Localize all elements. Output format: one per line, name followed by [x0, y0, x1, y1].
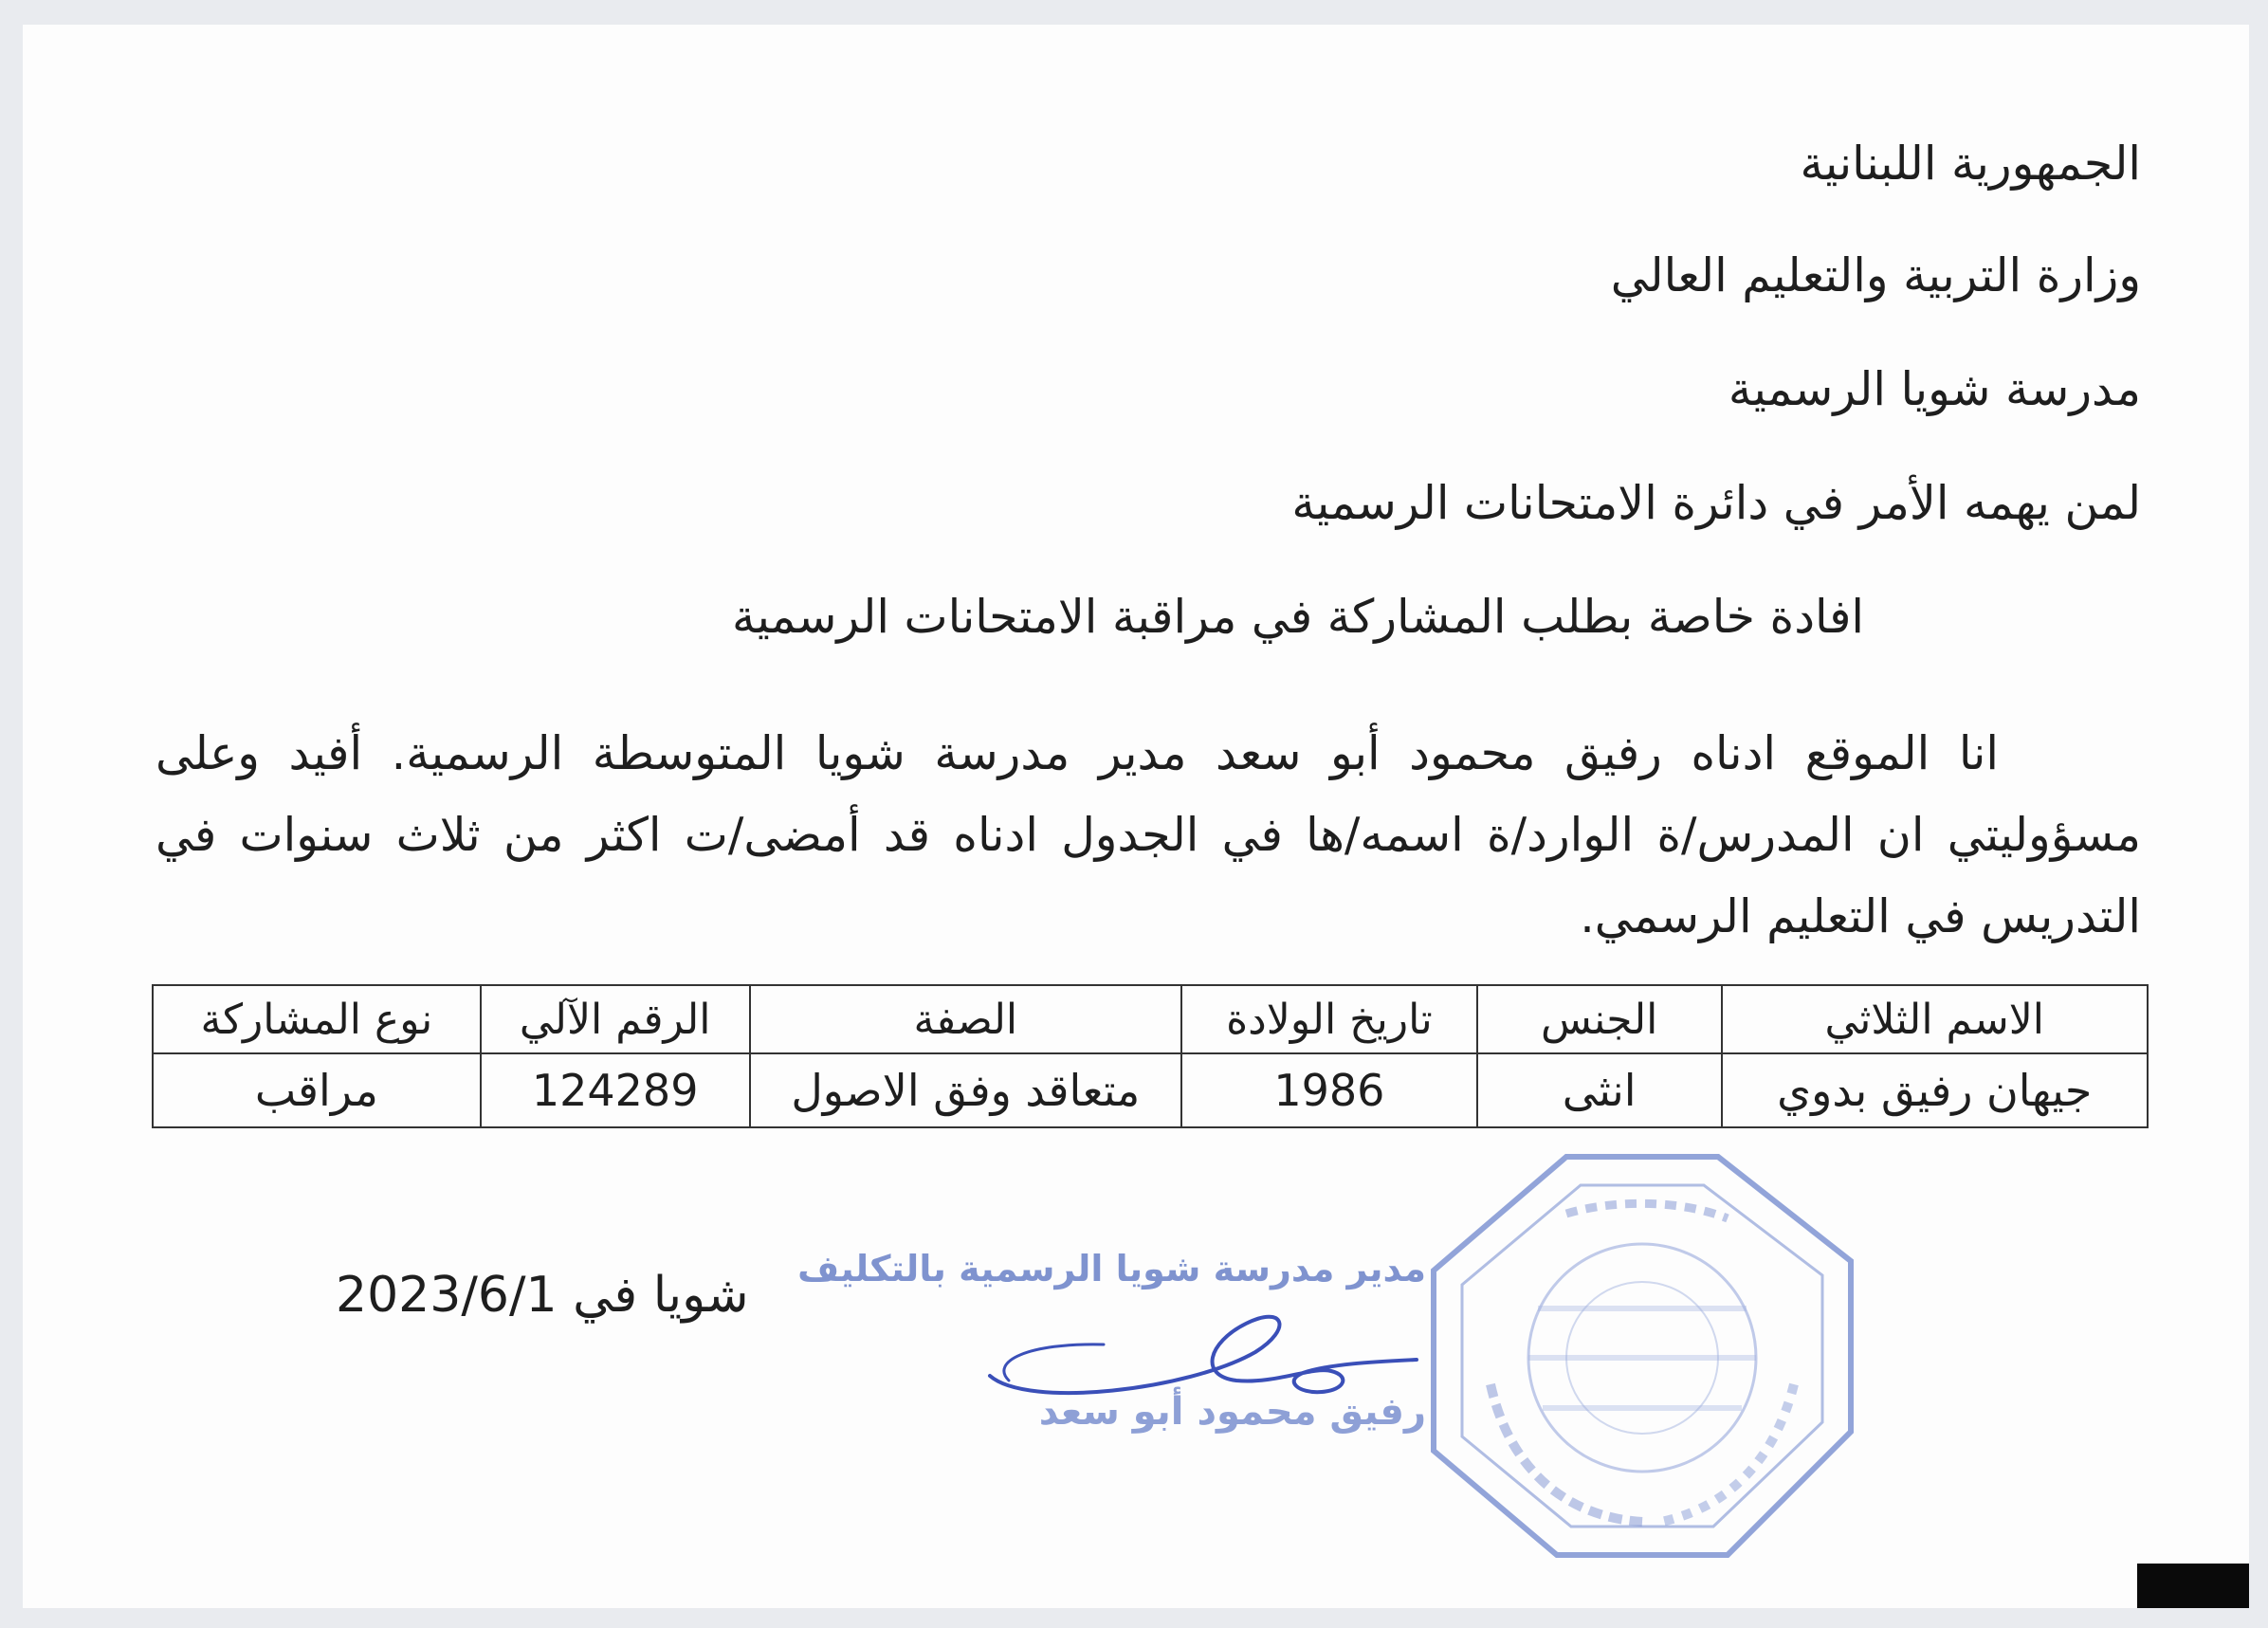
header-republic: الجمهورية اللبنانية	[1800, 137, 2141, 191]
teacher-info-table	[152, 984, 2149, 1128]
signature-block	[797, 1248, 1426, 1466]
table-header-row	[153, 985, 2148, 1053]
date-place-line: شويا في 2023/6/1	[336, 1267, 749, 1324]
header-status: الصفة	[750, 985, 1181, 1053]
header-gender: الجنس	[1477, 985, 1722, 1053]
header-ministry: وزارة التربية والتعليم العالي	[1610, 248, 2141, 302]
cell-status: متعاقد وفق الاصول	[750, 1053, 1181, 1127]
header-birth-date: تاريخ الولادة	[1181, 985, 1477, 1053]
scan-edge-mark	[2137, 1564, 2249, 1608]
header-participation-type: نوع المشاركة	[153, 985, 481, 1053]
document-subject: افادة خاصة بطلب المشاركة في مراقبة الامتحانات الرسمية	[731, 590, 1864, 644]
signature-title: مدير مدرسة شويا الرسمية بالتكليف	[797, 1248, 1426, 1290]
cell-birth-date: 1986	[1181, 1053, 1477, 1127]
signature-name: رفيق محمود أبو سعد	[1038, 1390, 1426, 1434]
body-paragraph: انا الموقع ادناه رفيق محمود أبو سعد مدير مدرسة شويا المتوسطة الرسمية. أفيد وعلى مسؤوليتي ان المدرس/ة الوارد/ة اسمه/ها في الجدول ادناه قد أمضى/ت اكثر من ثلاث سنوات في التدريس في التعليم الرسمي.	[155, 726, 2141, 943]
cell-gender: انثى	[1477, 1053, 1722, 1127]
header-addressee: لمن يهمه الأمر في دائرة الامتحانات الرسمية	[1291, 476, 2141, 530]
cell-participation-type: مراقب	[153, 1053, 481, 1127]
document-page	[23, 25, 2249, 1608]
header-id-number: الرقم الآلي	[481, 985, 750, 1053]
official-stamp	[1424, 1147, 1860, 1564]
header-full-name: الاسم الثلاثي	[1722, 985, 2148, 1053]
header-school: مدرسة شويا الرسمية	[1728, 362, 2141, 416]
cell-full-name: جيهان رفيق بدوي	[1722, 1053, 2148, 1127]
table-row	[153, 1053, 2148, 1127]
cell-id-number: 124289	[481, 1053, 750, 1127]
